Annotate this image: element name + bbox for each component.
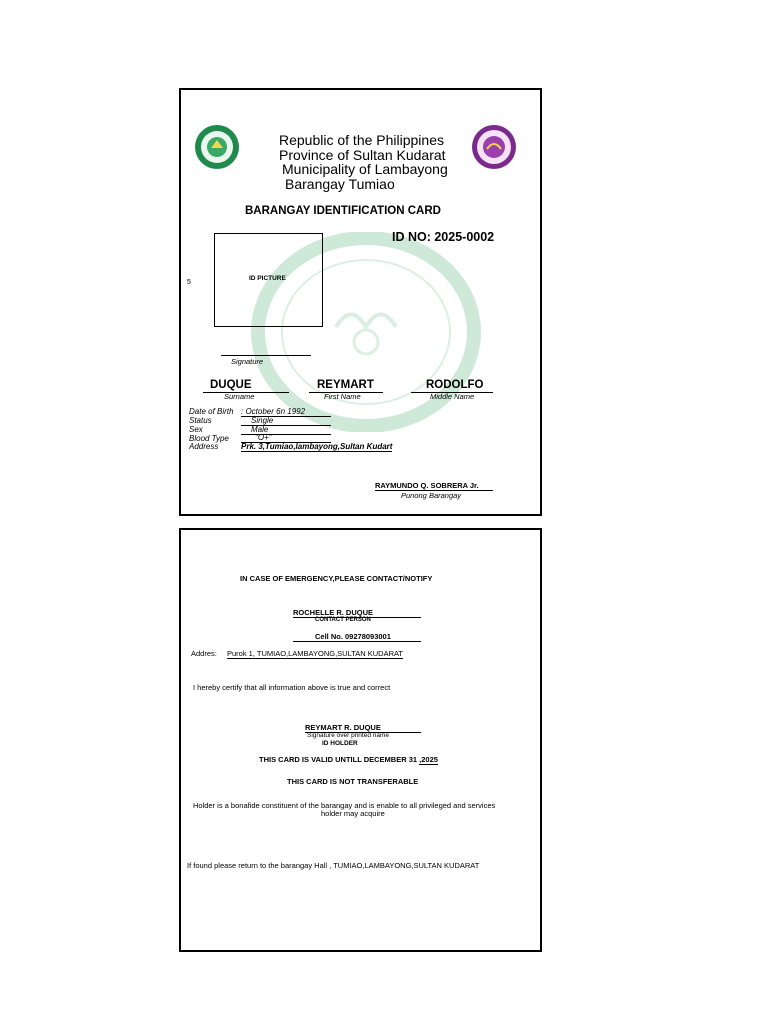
validity-prefix: THIS CARD IS VALID UNTILL DECEMBER 31 xyxy=(259,755,420,764)
holder-note-line2: holder may acquire xyxy=(321,809,385,818)
barangay-tumiao-seal-icon xyxy=(194,124,240,170)
address-label: Address xyxy=(189,442,219,451)
photo-label: ID PICTURE xyxy=(249,275,286,282)
emergency-heading: IN CASE OF EMERGENCY,PLEASE CONTACT/NOTIFY xyxy=(240,574,433,583)
contact-name: ROCHELLE R. DUQUE xyxy=(293,608,421,618)
dob-value: : October 6n 1992 xyxy=(241,407,331,417)
blood-type-label: Blood Type xyxy=(189,434,229,443)
address-label: Addres: xyxy=(191,649,217,658)
signature-label: Signature xyxy=(231,357,264,366)
address-value: Purok 1, TUMIAO,LAMBAYONG,SULTAN KUDARAT xyxy=(227,649,404,658)
holder-note-line1: Holder is a bonafide constituent of the barangay and is enable to all privileged and services xyxy=(193,801,496,810)
status-value: Single xyxy=(241,416,331,426)
address-value: Prk. 3,Tumiao,lambayong,Sultan Kudart xyxy=(241,442,393,451)
id-number: ID NO: 2025-0002 xyxy=(392,230,495,244)
id-card-back xyxy=(179,528,542,952)
dob-label: Date of Birth xyxy=(189,407,234,416)
card-title: BARANGAY IDENTIFICATION CARD xyxy=(245,205,441,217)
sex-label: Sex xyxy=(189,425,203,434)
middle-name-value: RODOLFO xyxy=(426,379,484,391)
side-mark: 5 xyxy=(187,279,191,286)
header-municipality: Municipality of Lambayong xyxy=(282,161,448,177)
punong-barangay-name: RAYMUNDO Q. SOBRERA Jr. xyxy=(375,481,493,491)
holder-signature-label: Signature over printed name xyxy=(307,732,390,739)
validity-year: ,2025 xyxy=(419,755,438,764)
holder-label: ID HOLDER xyxy=(322,740,358,747)
header-barangay: Barangay Tumiao xyxy=(285,176,395,192)
holder-name: REYMART R. DUQUE xyxy=(305,723,421,733)
first-name-label: First Name xyxy=(324,392,361,401)
punong-barangay-title: Punong Barangay xyxy=(401,491,462,500)
validity-statement xyxy=(259,755,438,764)
lambayong-seal-icon xyxy=(471,124,517,170)
middle-name-label: Middle Name xyxy=(430,392,475,401)
return-note: If found please return to the barangay Hall , TUMIAO,LAMBAYONG,SULTAN KUDARAT xyxy=(187,861,480,870)
surname-value: DUQUE xyxy=(210,379,252,391)
header-province: Province of Sultan Kudarat xyxy=(279,147,446,163)
sex-value: Male xyxy=(241,425,331,435)
signature-line xyxy=(221,355,311,356)
contact-cell: Cell No. 09278093001 xyxy=(293,632,421,642)
surname-label: Surname xyxy=(224,392,255,401)
first-name-value: REYMART xyxy=(317,379,374,391)
certification-statement: I hereby certify that all information above is true and correct xyxy=(193,683,391,692)
blood-type-value: "O+" xyxy=(241,433,331,443)
id-card-front xyxy=(179,88,542,516)
header-republic: Republic of the Philippines xyxy=(279,132,444,148)
id-photo-box xyxy=(214,233,323,327)
contact-label: CONTACT PERSON xyxy=(315,617,371,623)
not-transferable-notice: THIS CARD IS NOT TRANSFERABLE xyxy=(287,777,419,786)
status-label: Status xyxy=(189,416,212,425)
